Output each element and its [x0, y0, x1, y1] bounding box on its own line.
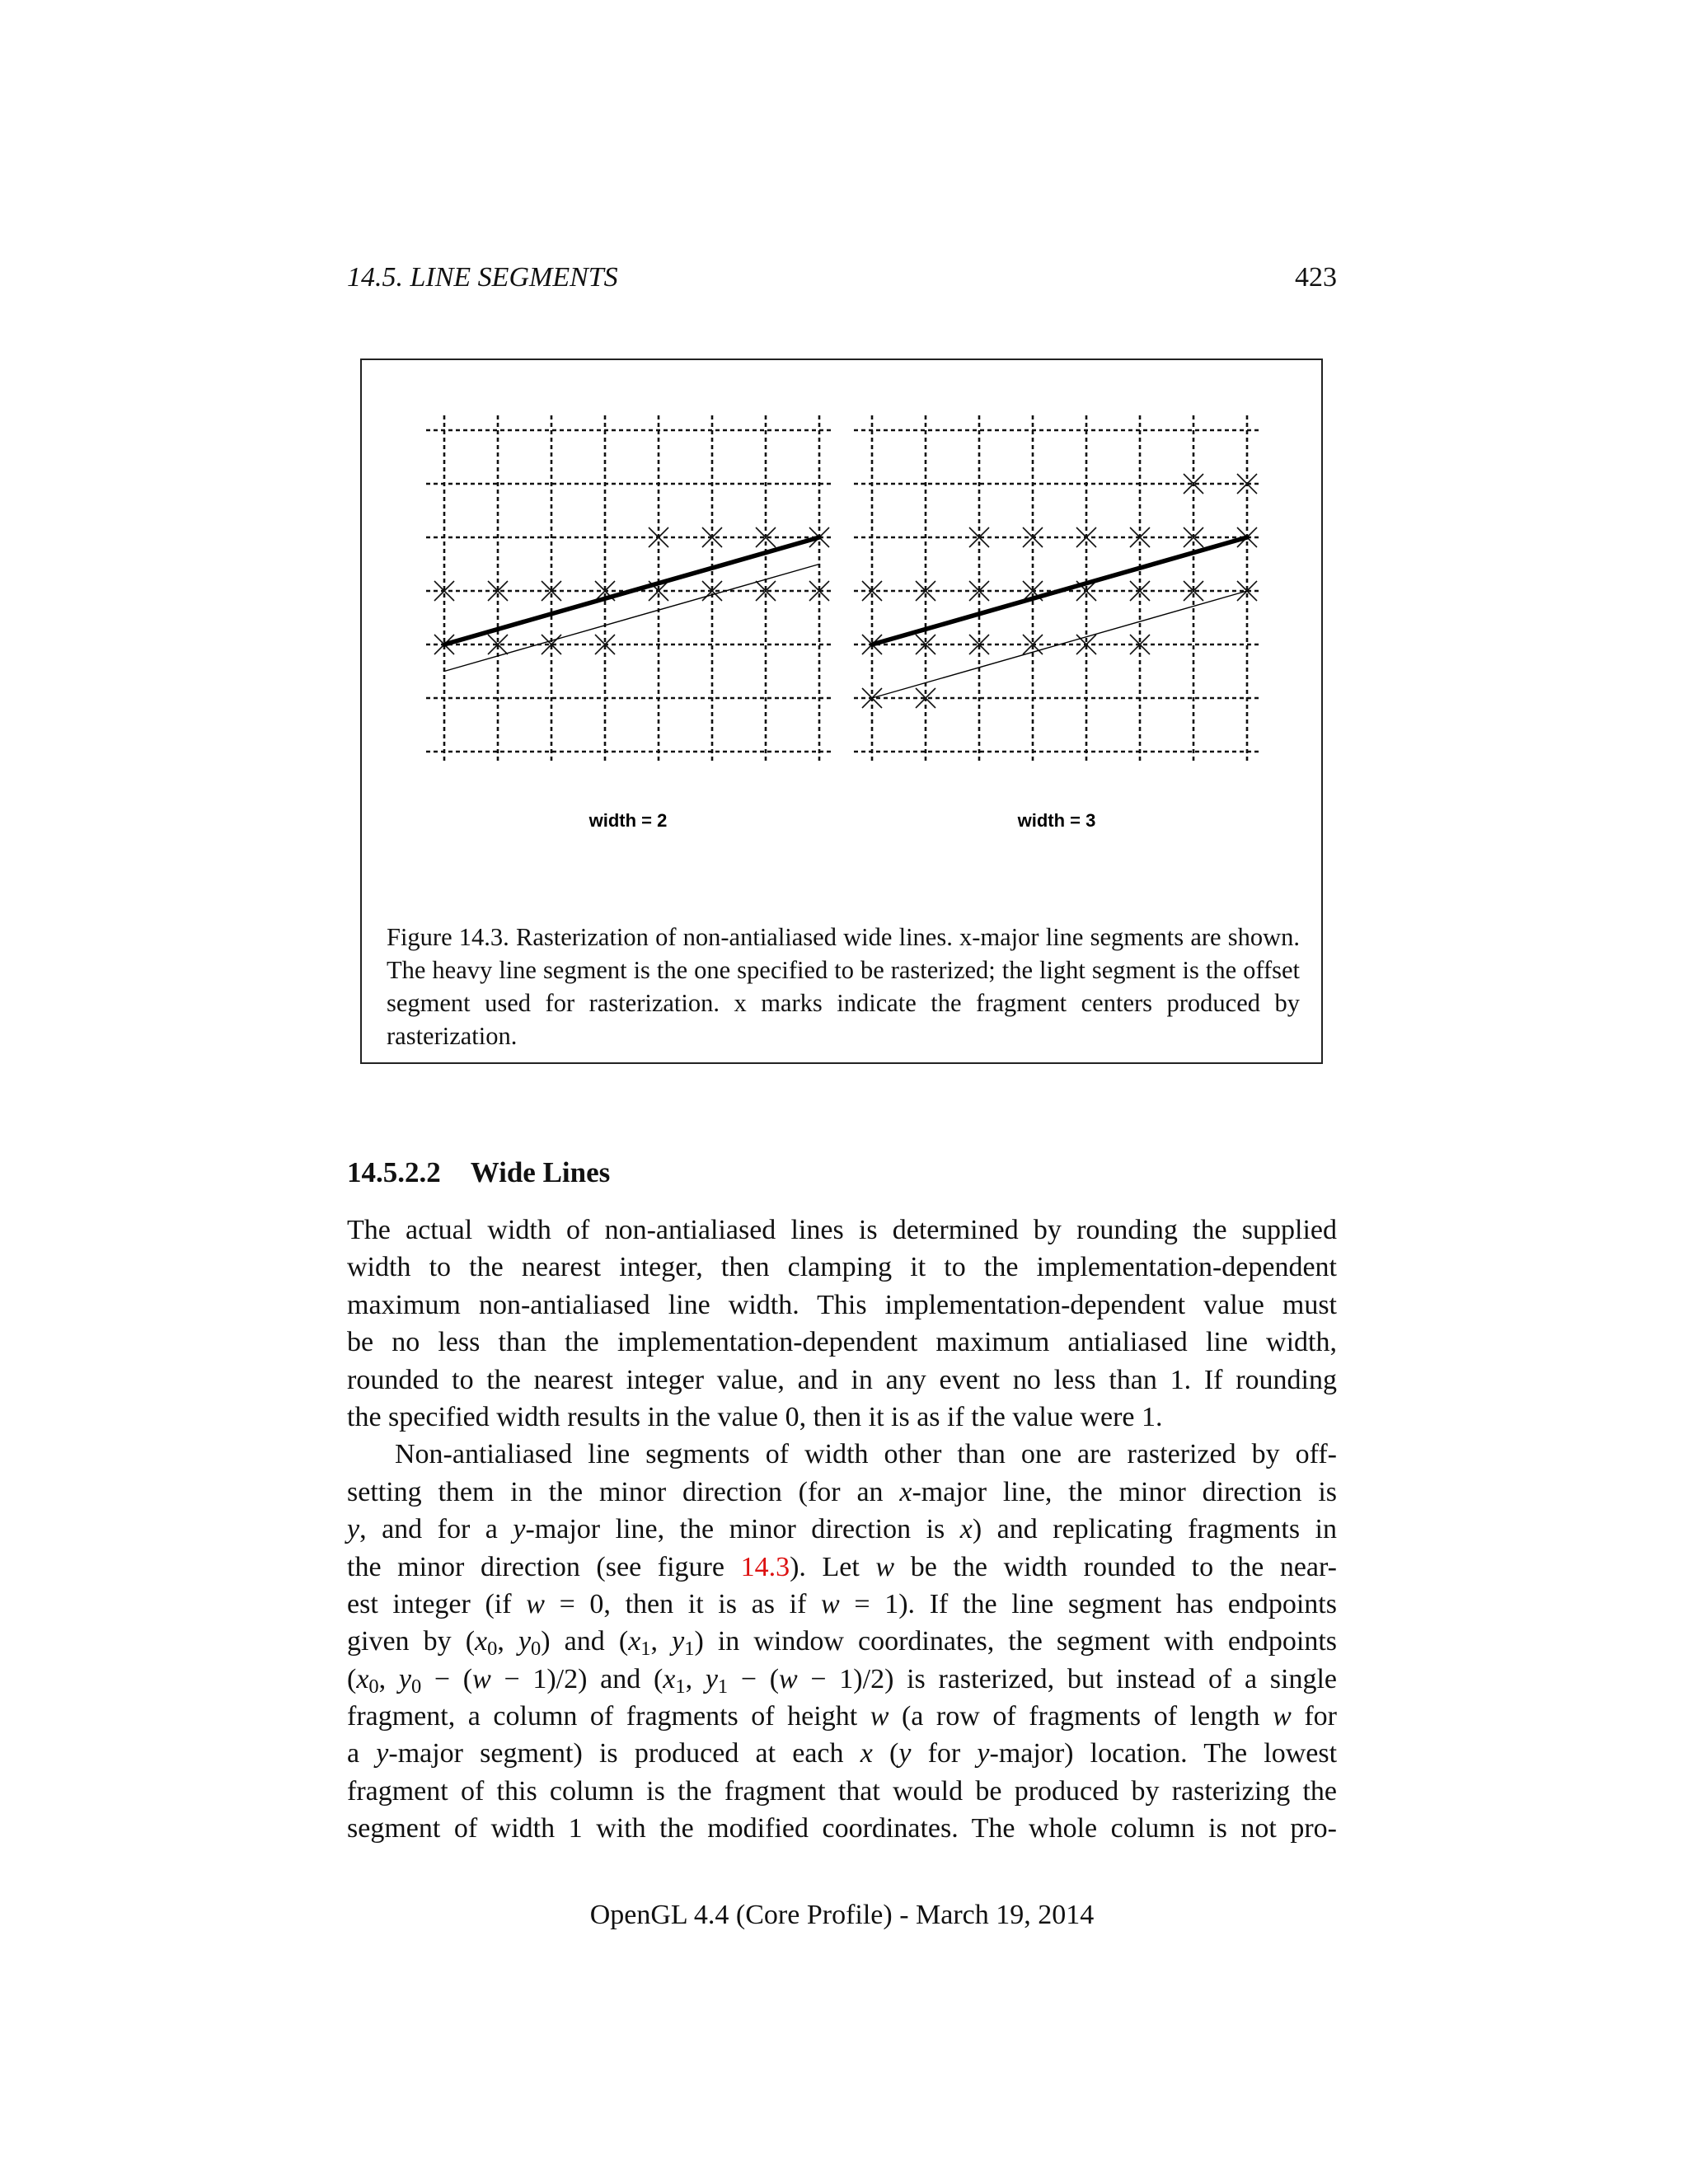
text-line: fragment of this column is the fragment that would be produced by rasterizing the: [347, 1775, 1337, 1807]
text-line: a y-major segment) is produced at each x (y for y-major) location. The lowest: [347, 1738, 1338, 1769]
grid-left: [426, 415, 831, 763]
page-number: 423: [1295, 262, 1337, 293]
text-line: The actual width of non-antialiased lines is determined by rounding the supplied: [347, 1215, 1337, 1245]
running-head: [347, 262, 1337, 298]
text-line: segment of width 1 with the modified coordinates. The whole column is not pro-: [347, 1813, 1337, 1844]
text-line: fragment, a column of fragments of height w (a row of fragments of length w for: [347, 1701, 1337, 1732]
rasterization-diagram: [362, 360, 1325, 904]
section-number: 14.5.2.2: [347, 1156, 441, 1188]
body-text: [347, 1212, 1337, 1848]
text-line: y, and for a y-major line, the minor direction is x) and replicating fragments in: [347, 1514, 1337, 1545]
text-line: setting them in the minor direction (for an x-major line, the minor direction is: [347, 1476, 1337, 1507]
light-segment: [444, 565, 819, 672]
text-line: be no less than the implementation-dependent maximum antialiased line width,: [347, 1327, 1337, 1358]
running-head-section: 14.5. LINE SEGMENTS: [347, 262, 618, 293]
text-line: ($x_0$, $y_0 - (w - 1)/2$) and ($x_1$, $y_1 - (w - 1)/2$) is rasterized, but instead of a single: [347, 1663, 1338, 1698]
line-segments: [444, 537, 1247, 698]
text-line: Non-antialiased line segments of width other than one are rasterized by off-: [395, 1439, 1337, 1470]
text-line: width to the nearest integer, then clamping it to the implementation-dependent: [347, 1252, 1337, 1283]
section-heading: [347, 1156, 610, 1189]
section-title: Wide Lines: [470, 1156, 611, 1188]
right-width-label: width = 3: [1017, 810, 1096, 831]
text-line: maximum non-antialiased line width. This implementation-dependent value must: [347, 1289, 1337, 1320]
text-line: the specified width results in the value 0, then it is as if the value were 1.: [347, 1401, 1163, 1432]
figure-caption: Figure 14.3. Rasterization of non-antialiased wide lines. x-major line segments are shown. The heavy line segment is the one specified to be rasterized; the light segment is the offset segment used for rasterization. x marks indicate the fragment centers produced by rasterization.: [387, 923, 1300, 1050]
fragment-marks: [434, 474, 1257, 708]
text-line: given by ($x_0$, $y_0$) and ($x_1$, $y_1$) in window coordinates, the segment with endpoints: [347, 1626, 1338, 1661]
text-line: the minor direction (see figure 14.3). Let w be the width rounded to the near-: [347, 1551, 1337, 1582]
text-line: est integer (if w = 0, then it is as if w = 1). If the line segment has endpoints: [347, 1588, 1337, 1619]
figure-link[interactable]: 14.3: [740, 1551, 790, 1582]
left-width-label: width = 2: [588, 810, 668, 831]
page-footer: OpenGL 4.4 (Core Profile) - March 19, 2014: [589, 1900, 1095, 1930]
figure-14-3: [360, 359, 1323, 1064]
grid-right: [854, 415, 1259, 763]
text-line: rounded to the nearest integer value, and in any event no less than 1. If rounding: [347, 1364, 1337, 1395]
